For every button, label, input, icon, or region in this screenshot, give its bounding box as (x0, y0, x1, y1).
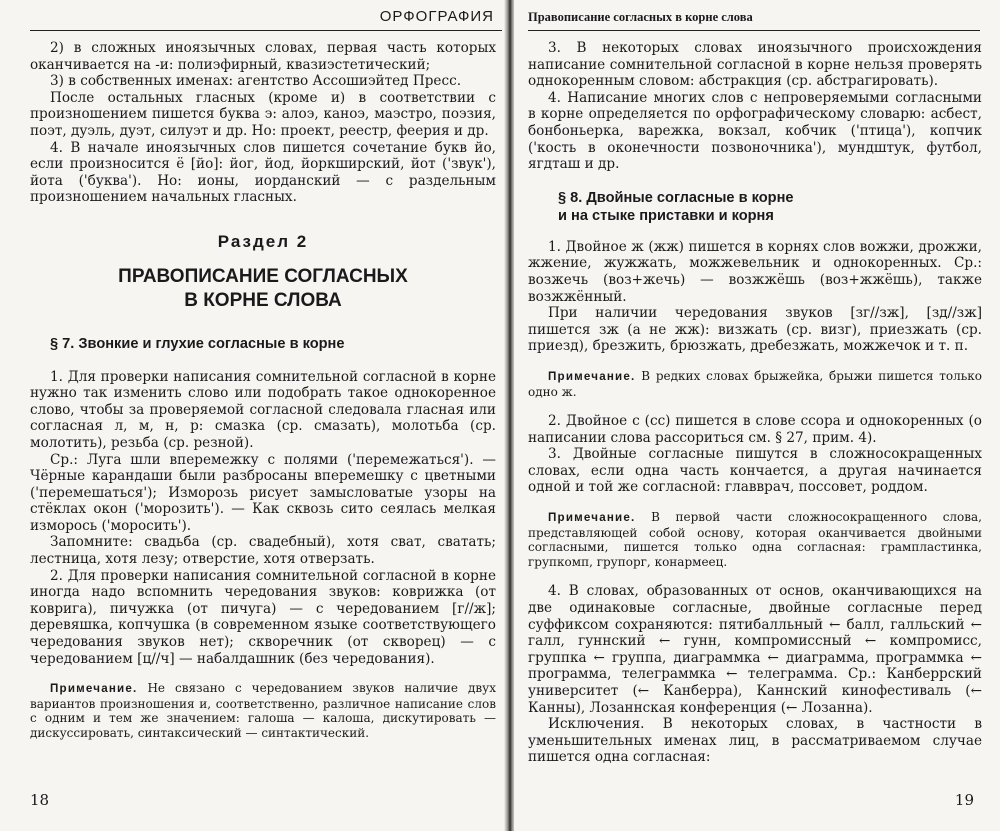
note-text: Не связано с чередованием звуков наличие двух вариантов произношения и, соответственно, различное написание слов с одним и тем же значением: галоша — калоша, дискутировать — дискуссировать, синтаксический — синтактический. (30, 681, 496, 740)
heading-line: и на стыке приставки и корня (558, 207, 774, 224)
note (528, 510, 982, 569)
paragraph: Исключения. В некоторых словах, в частности в уменьшительных именах лиц, в рассматриваемом случае пишется одна согласная: (528, 716, 982, 766)
running-head-left: ОРФОГРАФИЯ (379, 8, 494, 25)
note-label: Примечание. (548, 511, 636, 525)
paragraph: 4. Написание многих слов с непроверяемыми согласными в корне определяется по орфографическому словарю: асбест, бонбоньерка, варежка, вокзал, кобчик ('птица'), копчик ('кость в оконечности позвоночника'), мундштук, футбол, ягдташ и др. (528, 89, 982, 173)
section-title-line: ПРАВОПИСАНИЕ СОГЛАСНЫХ (118, 265, 408, 287)
left-page-content (30, 40, 496, 755)
section-title-line: В КОРНЕ СЛОВА (184, 289, 342, 311)
paragraph: 4. В словах, образованных от основ, оканчивающихся на две одинаковые согласные, двойные согласные перед суффиксом сохраняются: пятибалльный ← балл, галльский ← галл, гуннский ← гунн, компромиссный ← компромисс, группка ← группа, диаграммка ← диаграмма, программка ← программа, телеграммка ← телеграмма. Ср.: Канберрский университет (← Канберра), Каннский кинофестиваль (← Канны), Лозаннская конференция (← Лозанна). (528, 583, 982, 716)
paragraph: 1. Двойное ж (жж) пишется в корнях слов вожжи, дрожжи, жжение, жужжать, можжевельник и однокоренных. Ср.: возжечь (воз+жечь) — возжжёшь (воз+жжёшь), также возжжённый. (528, 238, 982, 305)
running-head-right: Правописание согласных в корне слова (528, 10, 753, 24)
note-text: В первой части сложносокращенного слова, представляющей собой основу, которая оканчивается двойными согласными, пишется только одна согласная: грампластинка, групкомп, групорг, конармеец. (528, 510, 982, 569)
header-rule-left (30, 30, 502, 31)
paragraph: 2. Двойное с (сс) пишется в слове ссора и однокоренных (о написании слова рассориться см. § 27, прим. 4). (528, 413, 982, 446)
paragraph: При наличии чередования звуков [зг//зж], [зд//зж] пишется зж (а не жж): визжать (ср. визг), приезжать (ср. приезд), брезжить, брюзжать, дребезжать, можжечок и т. п. (528, 305, 982, 355)
section-label: Раздел 2 (217, 231, 309, 251)
note-label: Примечание. (548, 369, 636, 383)
right-page-content (528, 40, 982, 766)
heading-paragraph-8 (558, 189, 982, 225)
paragraph: 3) в собственных именах: агентство Ассошиэйтед Пресс. (50, 73, 462, 90)
paragraph: 3. В некоторых словах иноязычного происхождения написание сомнительной согласной в корне нельзя проверять однокоренным словом: абстракция (ср. абстрагировать). (528, 40, 982, 90)
heading-paragraph-7: § 7. Звонкие и глухие согласные в корне (50, 335, 345, 352)
heading-line: § 8. Двойные согласные в корне (558, 189, 794, 206)
note (528, 369, 982, 399)
page-number-right: 19 (954, 791, 974, 809)
paragraph: После остальных гласных (кроме и) в соответствии с произношением пишется буква э: алоэ, каноэ, маэстро, поэзия, поэт, дуэль, дуэт, силуэт и др. Но: проект, реестр, феерия и др. (30, 89, 496, 139)
note-text: В редких словах брыжейка, брыжи пишется только одно ж. (528, 368, 982, 399)
right-page (514, 0, 1000, 831)
paragraph: Запомните: свадьба (ср. свадебный), хотя сват, сватать; лестница, хотя лезу; отверстие, хотя отверзать. (30, 534, 496, 568)
note (30, 681, 496, 740)
paragraph: 1. Для проверки написания сомнительной согласной в корне нужно так изменить слово или подобрать такое однокоренное слово, чтобы за проверяемой согласной следовала гласная или согласная л, м, н, р: смазка (ср. смазать), молотьба (ср. молотить), резьба (ср. резной). (30, 368, 496, 451)
paragraph: 4. В начале иноязычных слов пишется сочетание букв йо, если произносится ё [йо]: йог, йод, йоркширский, йот ('звук'), йота ('буква'). Но: ионы, иорданский — с раздельным произношением начальных гласных. (30, 139, 496, 206)
page-number-left: 18 (30, 791, 50, 809)
note-label: Примечание. (50, 682, 138, 696)
paragraph: 2) в сложных иноязычных словах, первая часть которых оканчивается на -и: полиэфирный, квазиэстетический; (30, 40, 496, 73)
header-rule-right (528, 30, 980, 31)
section-title (30, 265, 496, 313)
paragraph: 3. Двойные согласные пишутся в сложносокращенных словах, если одна часть кончается, а другая начинается одной и той же согласной: главврач, поссовет, роддом. (528, 446, 982, 496)
paragraph: Ср.: Луга шли вперемежку с полями ('перемежаться'). — Чёрные карандаши были разбросаны вперемешку с цветными ('перемешаться'); Изморозь рисует замысловатые узоры на стёклах окон ('морозить'). — Как сквозь сито сеялась мелкая изморось ('моросить'). (30, 451, 496, 534)
paragraph: 2. Для проверки написания сомнительной согласной в корне иногда надо вспомнить чередования звуков: коврижка (от коврига), пичужка (от пичуга) — с чередованием [г//ж]; деревяшка, копчушка (в современном языке соответствующего чередования звуков нет); скворечник (от скворец) — с чередованием [ц//ч] — набалдашник (без чередования). (30, 567, 496, 667)
